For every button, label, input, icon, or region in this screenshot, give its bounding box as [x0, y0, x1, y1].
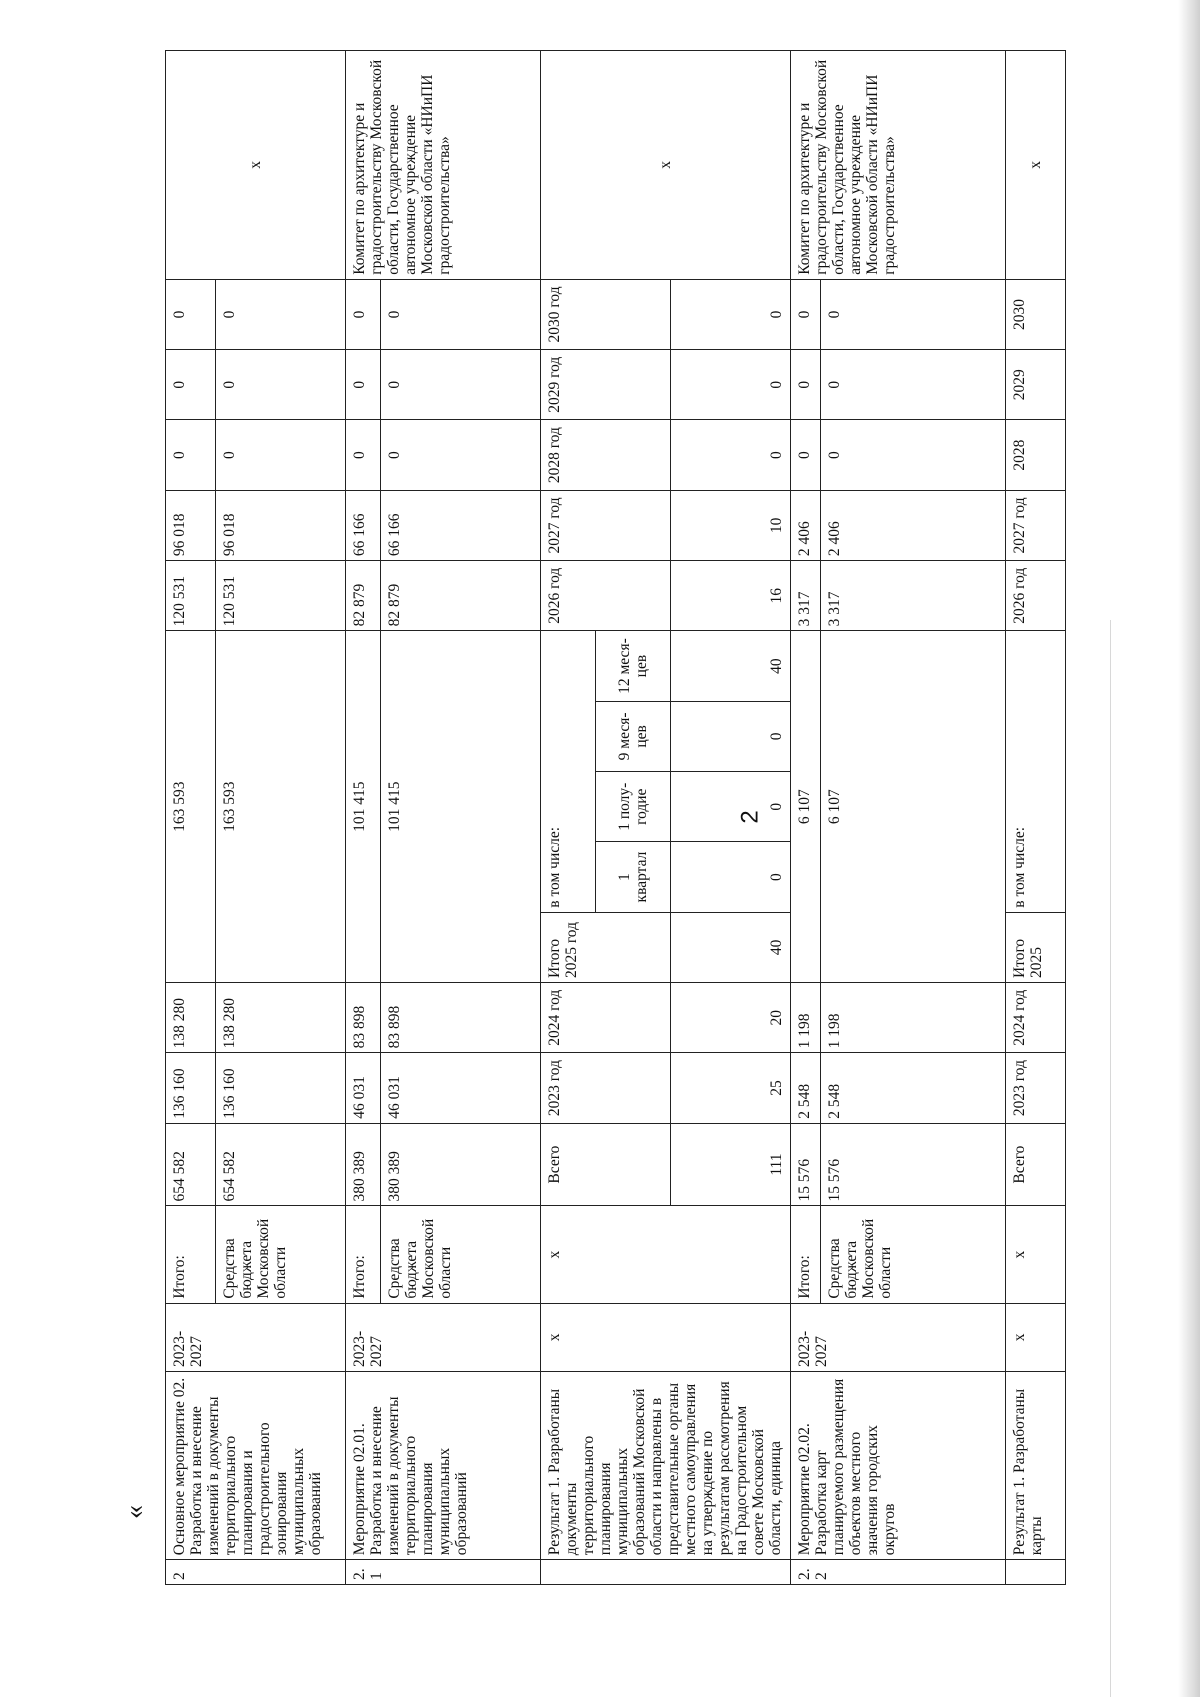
- value-2029: 0: [821, 350, 1006, 420]
- scan-artifact-line: [1110, 620, 1111, 1697]
- activity-name: Основное мероприятие 02. Разработка и внесение изменений в документы территориального планирования и градостроительного зонирования муниципальных образований: [166, 1371, 346, 1559]
- value-2029: 0: [791, 350, 821, 420]
- value-all: 654 582: [166, 1123, 216, 1206]
- value-2025: 163 593: [166, 631, 216, 983]
- header-2023: 2023 год: [541, 1053, 671, 1123]
- header-2028: 2028: [1006, 420, 1066, 490]
- rotated-table-wrapper: [165, 50, 1105, 1585]
- header-q1: 1 квартал: [596, 842, 671, 912]
- scan-edge: [1178, 0, 1200, 1697]
- value-2030: 0: [346, 279, 381, 349]
- result-name: Результат 1. Разработаны карты: [1006, 1371, 1066, 1559]
- row-number: [541, 1560, 791, 1585]
- table-row: [346, 51, 381, 1585]
- value-2025: 101 415: [346, 631, 381, 983]
- value-2029: 0: [216, 350, 346, 420]
- value-2025: 163 593: [216, 631, 346, 983]
- row-number: [1006, 1560, 1066, 1585]
- row-number: 2.2: [791, 1560, 1006, 1585]
- header-2025-total: Итого 2025 год: [541, 912, 671, 982]
- period: 2023-2027: [166, 1303, 346, 1371]
- value-2027: 2 406: [791, 490, 821, 560]
- value-2030: 0: [791, 279, 821, 349]
- source-label: x: [1006, 1206, 1066, 1303]
- value-2028: 0: [166, 420, 216, 490]
- value-2028: 0: [671, 420, 791, 490]
- value-2030: 0: [216, 279, 346, 349]
- header-2029: 2029: [1006, 350, 1066, 420]
- header-2030: 2030: [1006, 279, 1066, 349]
- responsible: x: [1006, 51, 1066, 280]
- value-2025: 6 107: [821, 631, 1006, 983]
- quote-mark: «: [119, 1505, 150, 1519]
- value-2024: 1 198: [821, 983, 1006, 1053]
- value-2030: 0: [671, 279, 791, 349]
- table-row: [541, 51, 596, 1585]
- value-2026: 120 531: [166, 561, 216, 631]
- header-12-months: 12 меся-цев: [596, 631, 671, 701]
- value-2024: 20: [671, 983, 791, 1053]
- header-2030: 2030 год: [541, 279, 671, 349]
- period: x: [541, 1303, 791, 1371]
- header-all: Всего: [541, 1123, 671, 1206]
- source-label: Итого:: [346, 1206, 381, 1303]
- value-12-months: 40: [671, 631, 791, 701]
- activity-name: Мероприятие 02.01. Разработка и внесение изменений в документы территориального планирования муниципальных образований: [346, 1371, 541, 1559]
- program-table: [165, 50, 1066, 1585]
- source-label: Итого:: [166, 1206, 216, 1303]
- value-2029: 0: [671, 350, 791, 420]
- header-2025-total: Итого 2025: [1006, 912, 1066, 982]
- activity-name: Мероприятие 02.02. Разработка карт планируемого размещения объектов местного значения городских округов: [791, 1371, 1006, 1559]
- source-label: Средства бюджета Московской области: [216, 1206, 346, 1303]
- value-2029: 0: [346, 350, 381, 420]
- result-name: Результат 1. Разработаны документы территориального планирования муниципальных образований Московской области и направлены в представительные органы местного самоуправления на утверждение по результатам рассмотрения на Градостроительном совете Московской области, единица: [541, 1371, 791, 1559]
- value-all: 380 389: [346, 1123, 381, 1206]
- value-2030: 0: [381, 279, 541, 349]
- header-including: в том числе:: [541, 631, 596, 912]
- value-2025: 6 107: [791, 631, 821, 983]
- value-2027: 66 166: [381, 490, 541, 560]
- value-all: 111: [671, 1123, 791, 1206]
- responsible: x: [541, 51, 791, 280]
- value-2026: 3 317: [791, 561, 821, 631]
- value-2024: 1 198: [791, 983, 821, 1053]
- value-2028: 0: [821, 420, 1006, 490]
- period: 2023-2027: [791, 1303, 1006, 1371]
- header-2027: 2027 год: [541, 490, 671, 560]
- value-all: 15 576: [821, 1123, 1006, 1206]
- value-2030: 0: [821, 279, 1006, 349]
- value-2023: 2 548: [791, 1053, 821, 1123]
- header-including: в том числе:: [1006, 631, 1066, 912]
- source-label: Средства бюджета Московской области: [381, 1206, 541, 1303]
- value-2027: 96 018: [166, 490, 216, 560]
- source-label: x: [541, 1206, 791, 1303]
- row-number: 2.1: [346, 1560, 541, 1585]
- value-2028: 0: [216, 420, 346, 490]
- value-2026: 82 879: [381, 561, 541, 631]
- value-2023: 46 031: [346, 1053, 381, 1123]
- page-number: 2: [736, 810, 764, 824]
- value-2023: 25: [671, 1053, 791, 1123]
- value-2023: 2 548: [821, 1053, 1006, 1123]
- value-2030: 0: [166, 279, 216, 349]
- header-2027: 2027 год: [1006, 490, 1066, 560]
- value-2023: 136 160: [166, 1053, 216, 1123]
- value-2029: 0: [166, 350, 216, 420]
- value-q1: 0: [671, 842, 791, 912]
- table-row: [166, 51, 216, 1585]
- value-2023: 46 031: [381, 1053, 541, 1123]
- header-2024: 2024 год: [1006, 983, 1066, 1053]
- value-2024: 138 280: [216, 983, 346, 1053]
- value-all: 15 576: [791, 1123, 821, 1206]
- header-9-months: 9 меся-цев: [596, 701, 671, 771]
- header-2024: 2024 год: [541, 983, 671, 1053]
- value-2025: 40: [671, 912, 791, 982]
- value-2029: 0: [381, 350, 541, 420]
- header-2023: 2023 год: [1006, 1053, 1066, 1123]
- responsible: Комитет по архитектуре и градостроительству Московской области, Государственное автономное учреждение Московской области «НИиПИ градостроительства»: [346, 51, 541, 280]
- value-2027: 66 166: [346, 490, 381, 560]
- row-number: 2: [166, 1560, 346, 1585]
- value-2024: 83 898: [346, 983, 381, 1053]
- value-2023: 136 160: [216, 1053, 346, 1123]
- value-2027: 2 406: [821, 490, 1006, 560]
- value-all: 380 389: [381, 1123, 541, 1206]
- header-2028: 2028 год: [541, 420, 671, 490]
- value-half-year: 0: [671, 772, 791, 842]
- value-all: 654 582: [216, 1123, 346, 1206]
- header-half-year: 1 полу-годие: [596, 772, 671, 842]
- table-row: [791, 51, 821, 1585]
- period: 2023-2027: [346, 1303, 541, 1371]
- period: x: [1006, 1303, 1066, 1371]
- responsible: Комитет по архитектуре и градостроительству Московской области, Государственное автономное учреждение Московской области «НИиПИ градостроительства»: [791, 51, 1006, 280]
- value-9-months: 0: [671, 701, 791, 771]
- value-2026: 3 317: [821, 561, 1006, 631]
- header-all: Всего: [1006, 1123, 1066, 1206]
- header-2029: 2029 год: [541, 350, 671, 420]
- value-2028: 0: [791, 420, 821, 490]
- value-2026: 82 879: [346, 561, 381, 631]
- value-2026: 16: [671, 561, 791, 631]
- value-2028: 0: [346, 420, 381, 490]
- value-2026: 120 531: [216, 561, 346, 631]
- responsible: x: [166, 51, 346, 280]
- value-2024: 138 280: [166, 983, 216, 1053]
- value-2027: 10: [671, 490, 791, 560]
- value-2024: 83 898: [381, 983, 541, 1053]
- header-2026: 2026 год: [541, 561, 671, 631]
- header-2026: 2026 год: [1006, 561, 1066, 631]
- source-label: Итого:: [791, 1206, 821, 1303]
- value-2025: 101 415: [381, 631, 541, 983]
- source-label: Средства бюджета Московской области: [821, 1206, 1006, 1303]
- value-2027: 96 018: [216, 490, 346, 560]
- value-2028: 0: [381, 420, 541, 490]
- table-row: [1006, 51, 1066, 1585]
